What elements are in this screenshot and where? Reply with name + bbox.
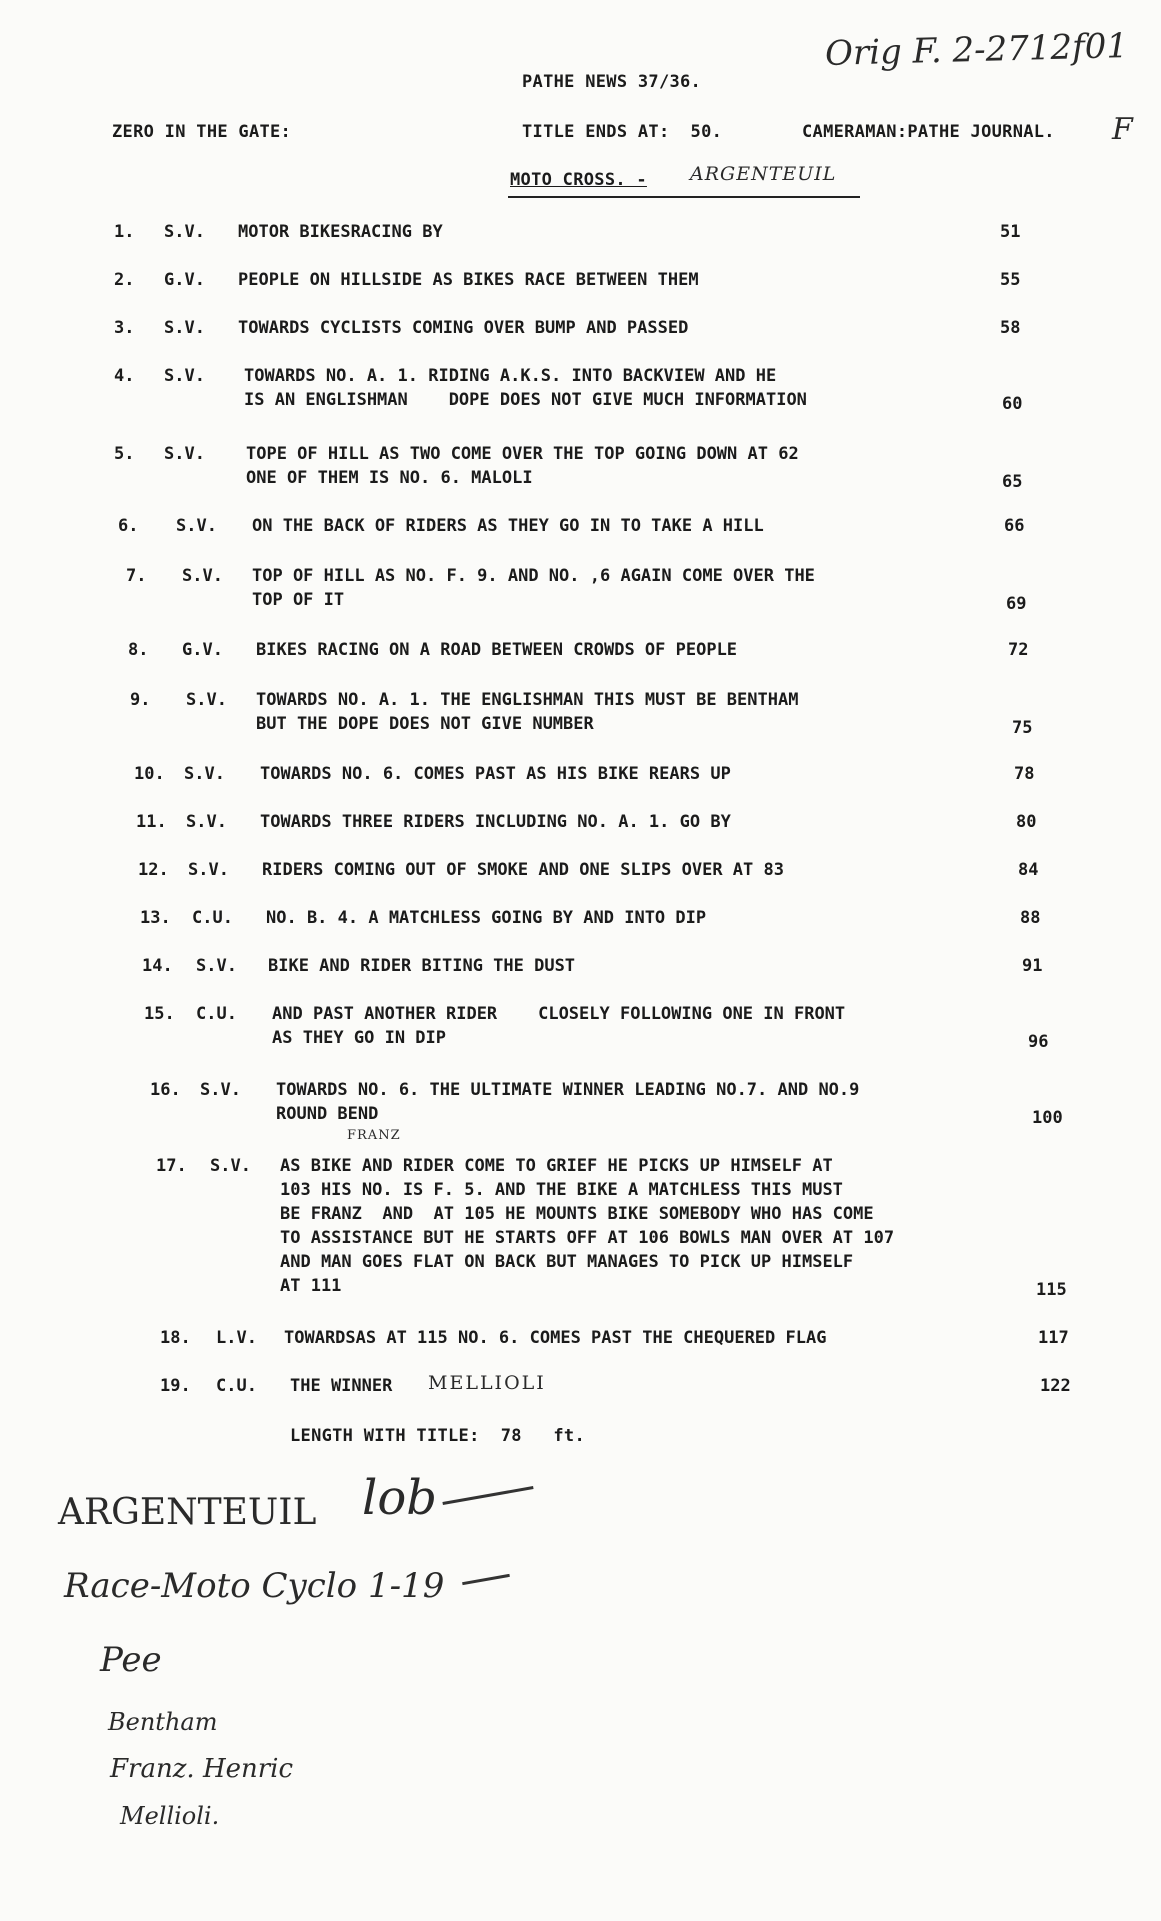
shot-number: 17. [156, 1156, 187, 1176]
handwritten-stroke [442, 1486, 533, 1505]
shot-footage: 100 [1032, 1108, 1063, 1128]
shot-footage: 88 [1020, 908, 1041, 928]
shot-description-line: TOWARDS CYCLISTS COMING OVER BUMP AND PASSED [238, 318, 689, 338]
shot-type: S.V. [200, 1080, 241, 1100]
handwritten-note-lob: lob [362, 1470, 437, 1526]
handwritten-note-race: Race-Moto Cyclo 1-19 [64, 1566, 445, 1606]
shot-description-line: PEOPLE ON HILLSIDE AS BIKES RACE BETWEEN THEM [238, 270, 699, 290]
shot-footage: 84 [1018, 860, 1039, 880]
shot-type: S.V. [186, 690, 227, 710]
shot-type: S.V. [186, 812, 227, 832]
shot-footage: 55 [1000, 270, 1021, 290]
shot-type: G.V. [182, 640, 223, 660]
shot-description-line: BIKES RACING ON A ROAD BETWEEN CROWDS OF PEOPLE [256, 640, 738, 660]
handwritten-note-argenteuil: ARGENTEUIL [58, 1492, 317, 1533]
shot-description-line: TOWARDS NO. 6. COMES PAST AS HIS BIKE REARS UP [260, 764, 731, 784]
shot-description-line: NO. B. 4. A MATCHLESS GOING BY AND INTO DIP [266, 908, 707, 928]
zero-in-gate: ZERO IN THE GATE: [112, 122, 292, 142]
shot-footage: 60 [1002, 394, 1023, 414]
shot-footage: 96 [1028, 1032, 1049, 1052]
handwritten-reference: Orig F. 2-2712f01 [824, 26, 1129, 74]
shot-description-line: ROUND BEND [276, 1104, 379, 1124]
shot-number: 19. [160, 1376, 191, 1396]
shot-description-line: ON THE BACK OF RIDERS AS THEY GO IN TO TAKE A HILL [252, 516, 764, 536]
shot-description-line: BIKE AND RIDER BITING THE DUST [268, 956, 576, 976]
shot-number: 18. [160, 1328, 191, 1348]
shot-description-line: MOTOR BIKESRACING BY [238, 222, 443, 242]
shot-description-line: TOWARDS NO. A. 1. THE ENGLISHMAN THIS MUST BE BENTHAM [256, 690, 799, 710]
handwritten-note-franz: Franz. Henric [110, 1754, 294, 1784]
shot-description-line: TOWARDS NO. A. 1. RIDING A.K.S. INTO BACKVIEW AND HE [244, 366, 777, 386]
shot-description-line: BUT THE DOPE DOES NOT GIVE NUMBER [256, 714, 594, 734]
handwritten-winner-name: MELLIOLI [428, 1372, 546, 1394]
shot-footage: 72 [1008, 640, 1029, 660]
shot-footage: 75 [1012, 718, 1033, 738]
shot-number: 10. [134, 764, 165, 784]
document-title: PATHE NEWS 37/36. [522, 72, 702, 92]
shot-number: 15. [144, 1004, 175, 1024]
shot-number: 9. [130, 690, 151, 710]
shot-description-line: TOWARDS THREE RIDERS INCLUDING NO. A. 1. GO BY [260, 812, 731, 832]
shot-type: S.V. [182, 566, 223, 586]
shot-description-line: TO ASSISTANCE BUT HE STARTS OFF AT 106 BOWLS MAN OVER AT 107 [280, 1228, 895, 1248]
shot-type: S.V. [164, 444, 205, 464]
shot-description-line: TOP OF IT [252, 590, 345, 610]
shot-number: 11. [136, 812, 167, 832]
shot-description-line: TOWARDSAS AT 115 NO. 6. COMES PAST THE CHEQUERED FLAG [284, 1328, 827, 1348]
shot-type: S.V. [188, 860, 229, 880]
shot-type: S.V. [176, 516, 217, 536]
shot-number: 14. [142, 956, 173, 976]
shot-type: C.U. [216, 1376, 257, 1396]
shot-type: C.U. [196, 1004, 237, 1024]
handwritten-note-bentham: Bentham [108, 1708, 218, 1736]
shot-number: 1. [114, 222, 135, 242]
shot-number: 16. [150, 1080, 181, 1100]
shot-footage: 115 [1036, 1280, 1067, 1300]
shot-footage: 117 [1038, 1328, 1069, 1348]
shot-footage: 65 [1002, 472, 1023, 492]
shot-type: S.V. [164, 318, 205, 338]
shot-number: 3. [114, 318, 135, 338]
title-ends-at: TITLE ENDS AT: 50. [522, 122, 723, 142]
shot-number: 5. [114, 444, 135, 464]
subject-handwritten: ARGENTEUIL [690, 163, 837, 185]
shot-footage: 91 [1022, 956, 1043, 976]
shot-description-line: 103 HIS NO. IS F. 5. AND THE BIKE A MATCHLESS THIS MUST [280, 1180, 843, 1200]
shot-footage: 78 [1014, 764, 1035, 784]
shot-type: S.V. [164, 366, 205, 386]
shot-description-line: ONE OF THEM IS NO. 6. MALOLI [246, 468, 533, 488]
shot-type: C.U. [192, 908, 233, 928]
shot-description-line: AND PAST ANOTHER RIDER CLOSELY FOLLOWING ONE IN FRONT [272, 1004, 846, 1024]
length-with-title: LENGTH WITH TITLE: 78 ft. [290, 1426, 585, 1446]
cameraman: CAMERAMAN:PATHE JOURNAL. [802, 122, 1055, 142]
shot-description-line: IS AN ENGLISHMAN DOPE DOES NOT GIVE MUCH INFORMATION [244, 390, 807, 410]
shot-number: 8. [128, 640, 149, 660]
shot-description-line: BE FRANZ AND AT 105 HE MOUNTS BIKE SOMEBODY WHO HAS COME [280, 1204, 874, 1224]
shot-description-line: TOWARDS NO. 6. THE ULTIMATE WINNER LEADING NO.7. AND NO.9 [276, 1080, 860, 1100]
shot-description-line: RIDERS COMING OUT OF SMOKE AND ONE SLIPS OVER AT 83 [262, 860, 784, 880]
shot-description-line: AND MAN GOES FLAT ON BACK BUT MANAGES TO PICK UP HIMSELF [280, 1252, 854, 1272]
shot-description-line: AS THEY GO IN DIP [272, 1028, 446, 1048]
shot-footage: 80 [1016, 812, 1037, 832]
shot-description-line: AS BIKE AND RIDER COME TO GRIEF HE PICKS UP HIMSELF AT [280, 1156, 833, 1176]
shot-type: L.V. [216, 1328, 257, 1348]
handwritten-note-mellioli: Mellioli. [120, 1802, 220, 1830]
shot-footage: 69 [1006, 594, 1027, 614]
shot-footage: 66 [1004, 516, 1025, 536]
shot-description-line: TOP OF HILL AS NO. F. 9. AND NO. ,6 AGAIN COME OVER THE [252, 566, 815, 586]
shot-footage: 51 [1000, 222, 1021, 242]
shot-description-line: TOPE OF HILL AS TWO COME OVER THE TOP GOING DOWN AT 62 [246, 444, 799, 464]
shot-number: 13. [140, 908, 171, 928]
handwritten-note-pee: Pee [100, 1640, 162, 1680]
shot-number: 4. [114, 366, 135, 386]
subject-underline [508, 196, 860, 198]
shot-type: G.V. [164, 270, 205, 290]
shot-description-line: THE WINNER [290, 1376, 393, 1396]
subject-typed: MOTO CROSS. - [510, 170, 647, 190]
shot-type: S.V. [210, 1156, 251, 1176]
shot-description-line: AT 111 [280, 1276, 342, 1296]
shot-footage: 58 [1000, 318, 1021, 338]
handwritten-stroke [462, 1574, 510, 1585]
handwritten-franz: FRANZ [347, 1128, 401, 1143]
shot-number: 2. [114, 270, 135, 290]
shot-number: 7. [126, 566, 147, 586]
shot-footage: 122 [1040, 1376, 1071, 1396]
shot-type: S.V. [184, 764, 225, 784]
shot-number: 6. [118, 516, 139, 536]
shot-type: S.V. [196, 956, 237, 976]
shot-number: 12. [138, 860, 169, 880]
handwritten-initial: F [1112, 112, 1133, 147]
shot-type: S.V. [164, 222, 205, 242]
